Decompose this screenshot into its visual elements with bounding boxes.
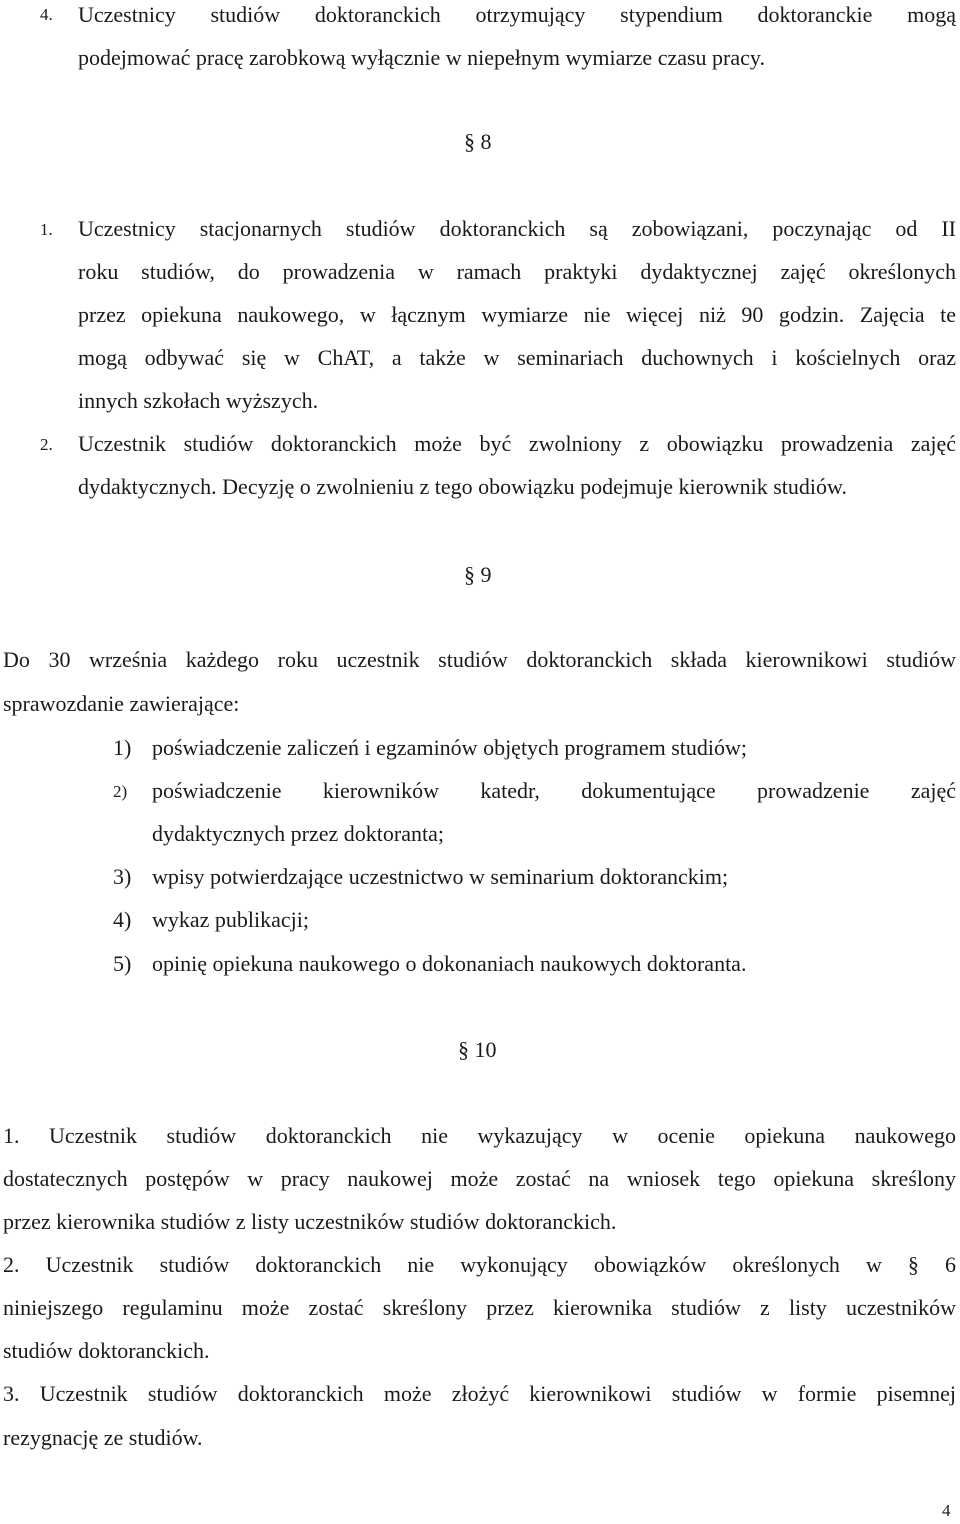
section-heading-8: § 8 <box>464 129 492 154</box>
list-item-number: 2) <box>113 782 128 801</box>
list-item-text: poświadczenie kierowników katedr, dokumentujące prowadzenie zajęć <box>152 778 956 803</box>
list-item-text: dydaktycznych przez doktoranta; <box>152 821 444 846</box>
text-line: dostatecznych postępów w pracy naukowej może zostać na wniosek tego opiekuna skreślony <box>3 1166 956 1191</box>
list-item-number: 3) <box>113 864 132 889</box>
list-item-text: poświadczenie zaliczeń i egzaminów objętych programem studiów; <box>152 735 748 760</box>
text-line: 2. Uczestnik studiów doktoranckich nie wykonujący obowiązków określonych w § 6 <box>3 1252 956 1277</box>
paragraph-number: 2. <box>40 435 53 454</box>
text-line: innych szkołach wyższych. <box>78 388 319 413</box>
text-line: mogą odbywać się w ChAT, a także w seminariach duchownych i kościelnych oraz <box>78 345 956 370</box>
text-line: przez kierownika studiów z listy uczestników studiów doktoranckich. <box>3 1209 617 1234</box>
text-line: przez opiekuna naukowego, w łącznym wymiarze nie więcej niż 90 godzin. Zajęcia te <box>78 302 956 327</box>
text-line: 1. Uczestnik studiów doktoranckich nie wykazujący w ocenie opiekuna naukowego <box>3 1123 956 1148</box>
list-item-text: wpisy potwierdzające uczestnictwo w seminarium doktoranckim; <box>152 864 729 889</box>
section-heading-10: § 10 <box>458 1037 497 1062</box>
list-item-number: 1) <box>113 735 132 760</box>
text-line: dydaktycznych. Decyzję o zwolnieniu z tego obowiązku podejmuje kierownik studiów. <box>78 474 847 499</box>
text-line: roku studiów, do prowadzenia w ramach praktyki dydaktycznej zajęć określonych <box>78 259 956 284</box>
list-item-text: opinię opiekuna naukowego o dokonaniach naukowych doktoranta. <box>152 951 747 976</box>
text-line: niniejszego regulaminu może zostać skreślony przez kierownika studiów z listy uczestników <box>3 1295 956 1320</box>
text-line: Uczestnik studiów doktoranckich może być zwolniony z obowiązku prowadzenia zajęć <box>78 431 956 456</box>
text-line: studiów doktoranckich. <box>3 1338 210 1363</box>
text-line: podejmować pracę zarobkową wyłącznie w niepełnym wymiarze czasu pracy. <box>78 45 765 70</box>
list-item-number: 5) <box>113 951 132 976</box>
text-line: Do 30 września każdego roku uczestnik studiów doktoranckich składa kierownikowi studiów <box>3 647 956 672</box>
text-line: sprawozdanie zawierające: <box>3 691 240 716</box>
text-line: 3. Uczestnik studiów doktoranckich może złożyć kierownikowi studiów w formie pisemnej <box>3 1381 956 1406</box>
paragraph-number: 1. <box>40 220 53 239</box>
text-line: Uczestnicy stacjonarnych studiów doktoranckich są zobowiązani, poczynając od II <box>78 216 956 241</box>
section-heading-9: § 9 <box>464 562 492 587</box>
list-item-text: wykaz publikacji; <box>152 907 310 932</box>
text-line: Uczestnicy studiów doktoranckich otrzymujący stypendium doktoranckie mogą <box>78 2 956 27</box>
text-line: rezygnację ze studiów. <box>3 1425 203 1450</box>
page-number: 4 <box>942 1501 951 1520</box>
list-item-number: 4) <box>113 907 132 932</box>
paragraph-number: 4. <box>40 5 53 24</box>
